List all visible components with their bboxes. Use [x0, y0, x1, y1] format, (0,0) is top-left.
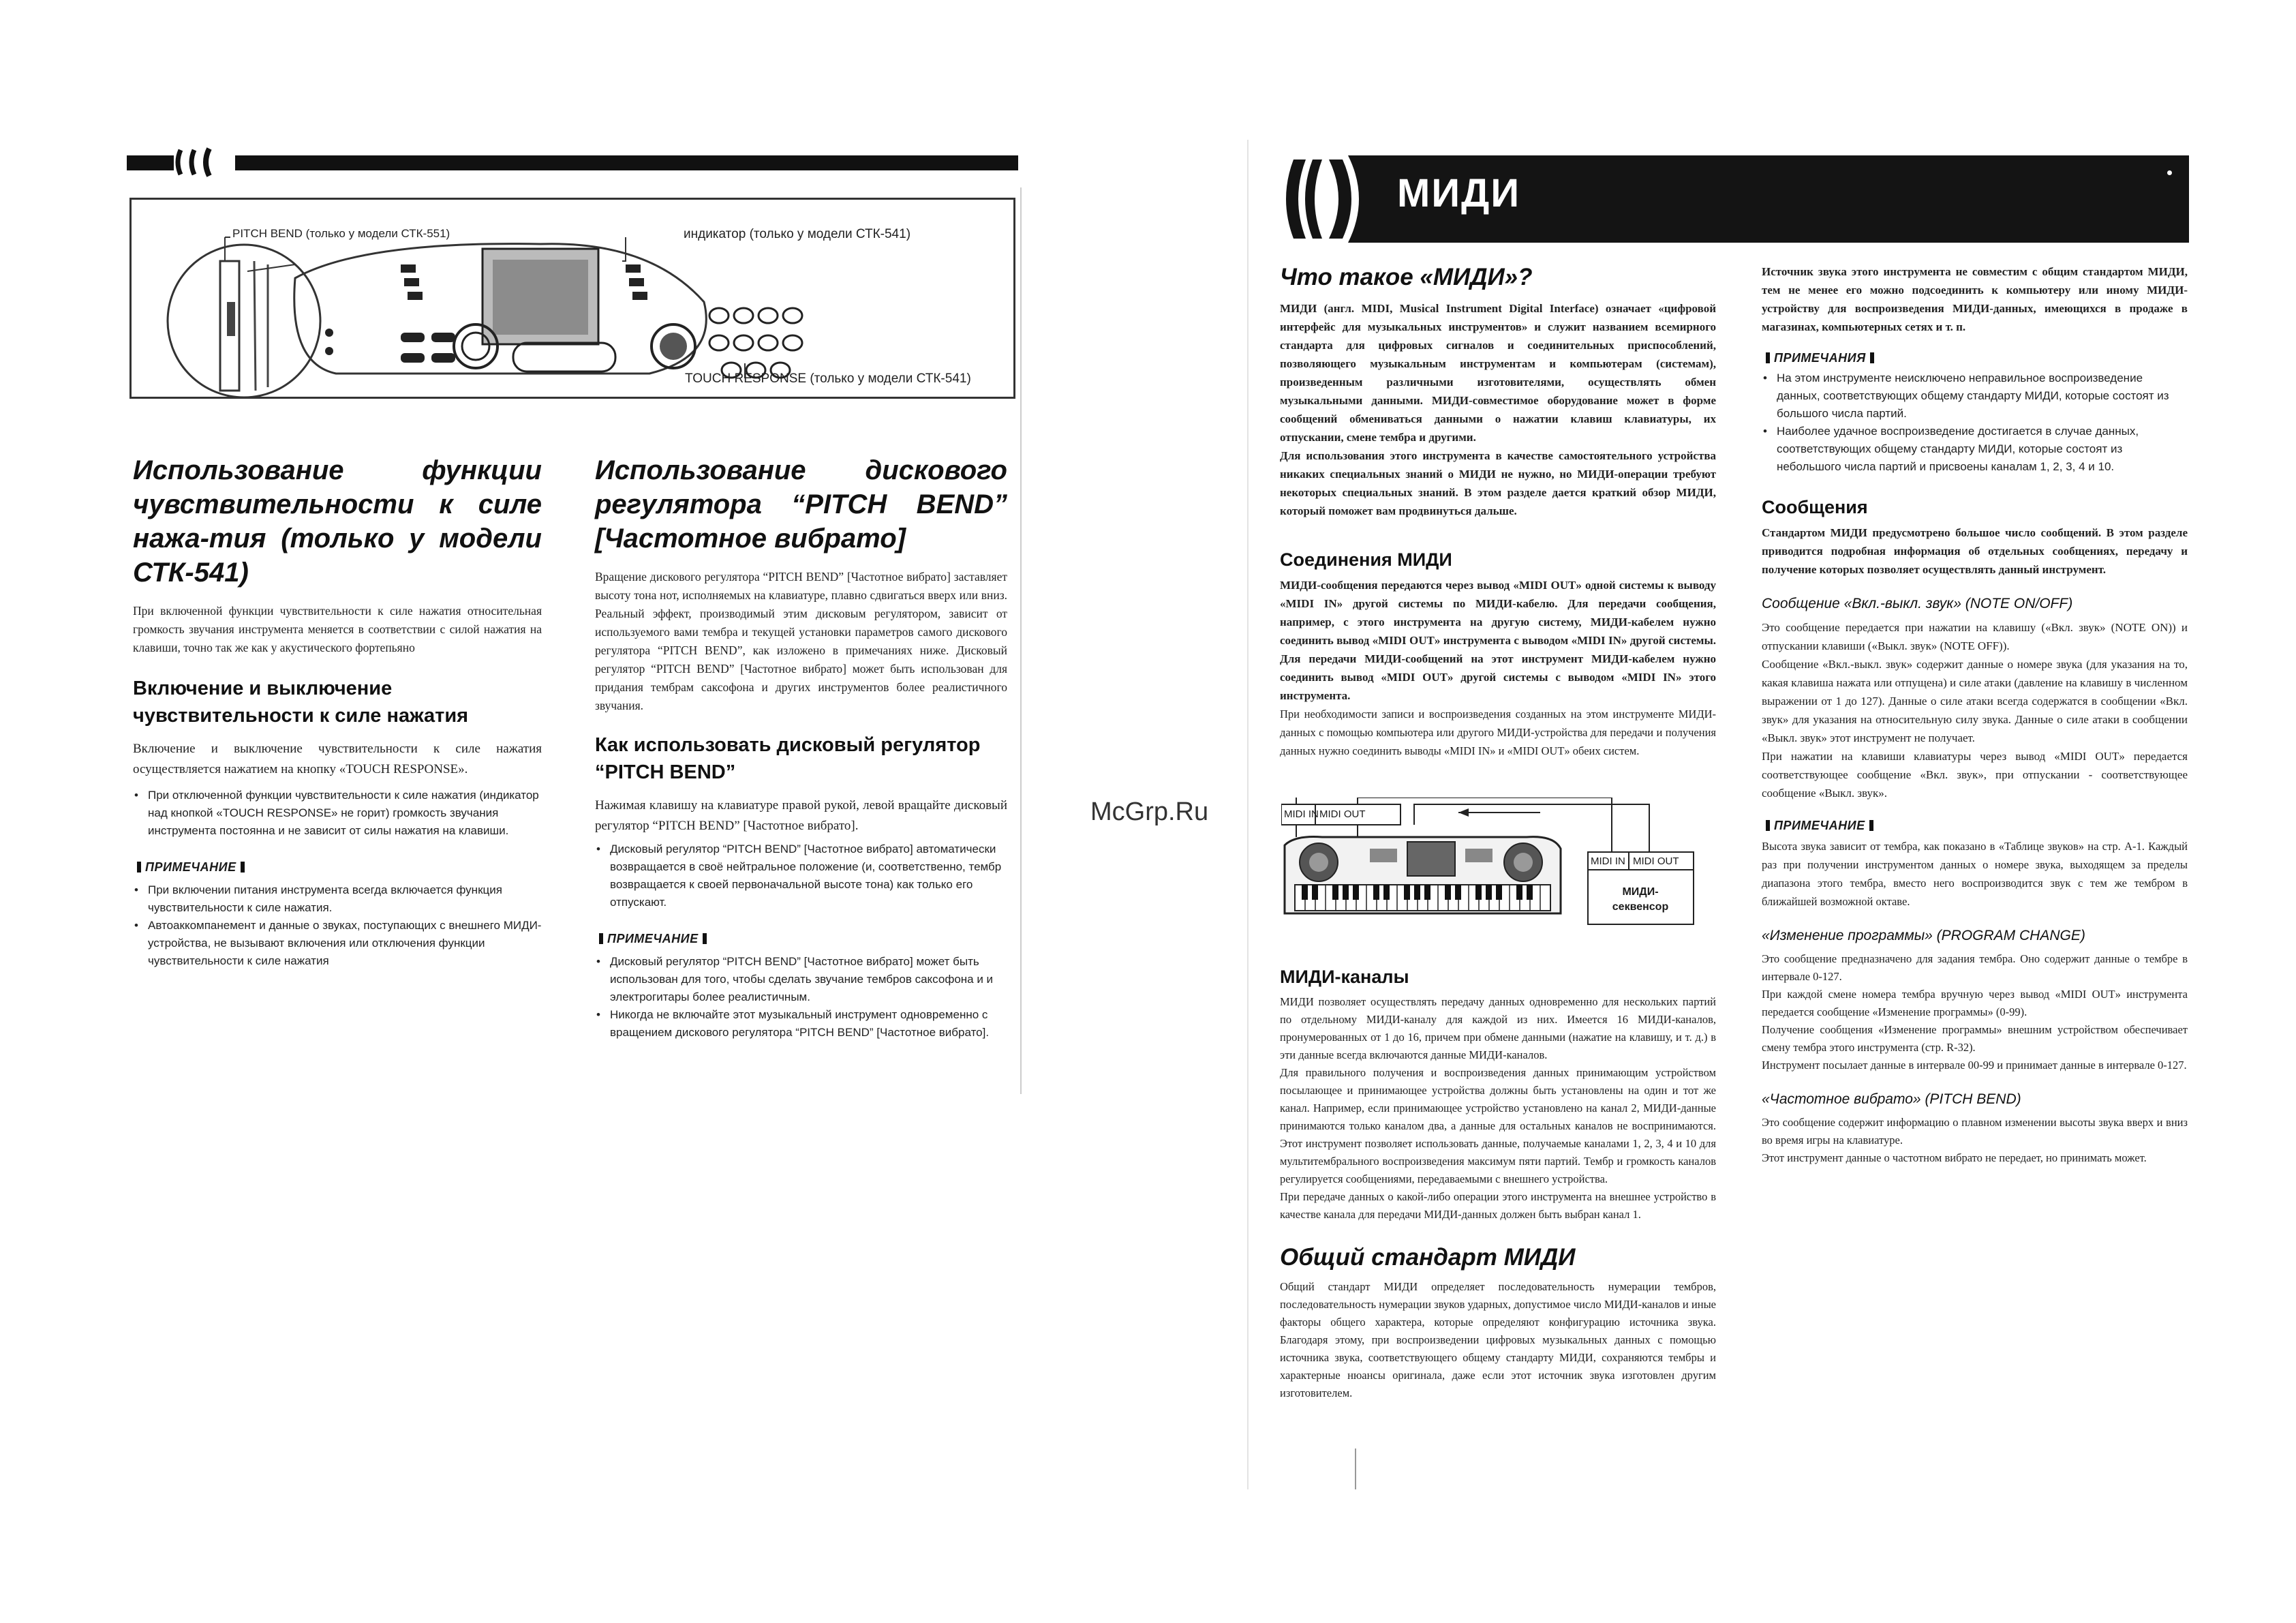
pitch-bend-note-title: ПРИМЕЧАНИЕ — [595, 932, 1007, 946]
midi-channels-title: МИДИ-каналы — [1280, 967, 1409, 987]
midi-connections-title: Соединения МИДИ — [1280, 549, 1452, 570]
header-dot — [2167, 170, 2172, 175]
program-change-text-3: Получение сообщения «Изменение программы» внешним устройством обеспечивает смену тембра этого инструмента (стр. R-32). — [1762, 1023, 2188, 1054]
midi-header-title: МИДИ — [1397, 171, 1521, 215]
midi-connection-diagram — [1281, 798, 1717, 934]
general-midi-text: Общий стандарт МИДИ определяет последовательность нумерации тембров, последовательность нумерации звуков ударных, допустимое число МИДИ-каналов и иные факторы общего характера, которые определяют конфигурацию источника звука. Благодаря этому, при воспроизведении цифровых музыкальных данных с помощью источника звука, соответствующего общему стандарту МИДИ, сохраняются тембры и характерные нюансы оригинала, даже если этот источник звука изготовлен другим изготовителем. — [1280, 1280, 1716, 1399]
right-column-1-lower — [1280, 965, 1716, 1402]
left-column-2 — [595, 453, 1007, 1042]
touch-toggle-subtitle: Включение и выключение чувствительности к силе нажатия — [133, 678, 469, 727]
pitch-bend-usage-subtitle: Как использовать дисковый регулятор “PITCH BEND” — [595, 734, 981, 783]
gm-note-2: • Наиболее удачное воспроизведение достигается в случае данных, соответствующих общему стандарту МИДИ, которые состоят из небольшого числа партий и присвоены каналам 1, 2, 3, 4 и 10. — [1762, 423, 2188, 476]
indicator-label: индикатор (только у модели СТК-541) — [684, 227, 911, 241]
midi-connections-text-2: При необходимости записи и воспроизведения созданных на этом инструменте МИДИ-данных с помощью компьютера или другого МИДИ-устройства для передачи и получения данных нужно соединить выводы «MIDI IN» и «MIDI OUT» обеих систем. — [1280, 708, 1716, 757]
touch-note-2: • Автоаккомпанемент и данные о звуках, поступающих с внешнего МИДИ-устройства, не вызывают включения или отключения функции чувствительности к силе нажатия — [133, 917, 542, 970]
pitch-bend-message-text-2: Этот инструмент данные о частотном вибрато не передает, но принимать может. — [1762, 1151, 2147, 1164]
what-is-midi-text: МИДИ (англ. MIDI, Musical Instrument Digital Interface) означает «цифровой интерфейс для музыкальных инструментов» и служит названием всемирного стандарта для цифровых сигналов и соединительных приспособлений, позволяющего музыкальным инструментам и компьютерам (системам), произведенным различными изготовителями, осуществлять обмен музыкальными данными. МИДИ-совместимое оборудование может в форме сообщений обмениваться данными о нажатии клавиш клавиатуры, их отпускании, смене тембра и другими. — [1280, 302, 1716, 444]
left-header-bar-notch — [174, 146, 235, 179]
touch-response-title: Использование функции чувствительности к силе нажа-тия (только у модели СТК-541) — [133, 455, 542, 588]
pitch-bend-note-2: • Никогда не включайте этот музыкальный инструмент одновременно с вращением дискового регулятора “PITCH BEND” [Частотное вибрато]. — [595, 1006, 1007, 1042]
general-midi-title: Общий стандарт МИДИ — [1280, 1244, 1576, 1271]
left-column-1 — [133, 453, 542, 970]
fold-tick — [1355, 1448, 1356, 1489]
pitch-bend-message-title: «Частотное вибрато» (PITCH BEND) — [1762, 1091, 2021, 1107]
midi-channels-text-2: Для правильного получения и воспроизведения данных принимающим устройством посылающее и принимающее устройства должны быть установлены на один и тот же канал. Например, если принимающее устройство установлено на канал 2, МИДИ-данные принимаются только каналом два, а данные для остальных каналов не воспринимаются. Этот инструмент позволяет использовать данные, получаемые каналами 1, 2, 3, 4 и 10 для мультитембрального воспроизведения максимум пяти партий. Тембр и громкость каналов регулируется сообщениями, передаваемыми с внешнего устройства. — [1280, 1066, 1716, 1185]
touch-note-title: ПРИМЕЧАНИЕ — [133, 860, 542, 875]
midi-in-label-2: MIDI IN — [1591, 855, 1625, 867]
midi-channels-text: МИДИ позволяет осуществлять передачу данных одновременно для нескольких партий по отдельному МИДИ-каналу для каждой из них. Имеется 16 МИДИ-каналов, пронумерованных от 1 до 16, причем при обмене данными (нажатие на клавишу, и т. д.) в эти данные всегда включаются данные МИДИ-каналов. — [1280, 995, 1716, 1061]
note-on-off-title: Сообщение «Вкл.-выкл. звук» (NOTE ON/OFF) — [1762, 596, 2073, 611]
messages-text: Стандартом МИДИ предусмотрено большое число сообщений. В этом разделе приводится подробная информация об отдельных сообщениях, передачу и получение которых позволяет осуществлять данный инструмент. — [1762, 526, 2188, 576]
pitch-bend-usage-bullet: • Дисковый регулятор “PITCH BEND” [Частотное вибрато] автоматически возвращается в своё нейтральное положение (и, соответственно, тембр возвращается к своей первоначальной высоте тона) как только его отпускают. — [595, 840, 1007, 911]
right-column-2 — [1762, 262, 2188, 1167]
midi-out-label-1: MIDI OUT — [1319, 808, 1366, 820]
note-on-off-text-3: При нажатии на клавиши клавиатуры через вывод «MIDI OUT» передается соответствующее сообщение «Вкл. звук», при отпускании - соответствующее сообщение «Выкл. звук». — [1762, 750, 2188, 800]
touch-response-label: TOUCH RESPONSE (только у модели СТК-541) — [685, 371, 971, 386]
midi-channels-text-3: При передаче данных о какой-либо операции этого инструмента на внешнее устройство в качестве канала для передачи МИДИ-данных должен быть выбран канал 1. — [1280, 1190, 1716, 1221]
pitch-bend-intro: Вращение дискового регулятора “PITCH BEND” [Частотное вибрато] заставляет высоту тона нот, исполняемых на клавиатуре, плавно сдвигаться вверх или вниз. Реальный эффект, производимый этим дисковым регулятором, зависит от используемого вами тембра и текущей установки параметров самого дискового регулятора “PITCH BEND”, как изложено в примечаниях ниже. Дисковый регулятор “PITCH BEND” [Частотное вибрато] может быть использован для придания тембрам саксофона и других инструментов более реалистичного звучания. — [595, 570, 1007, 712]
gm-notes-title: ПРИМЕЧАНИЯ — [1762, 351, 2188, 365]
what-is-midi-title: Что такое «МИДИ»? — [1280, 264, 1533, 290]
pitch-bend-title-3: [Частотное вибрато] — [595, 524, 906, 553]
pitch-bend-message-text: Это сообщение содержит информацию о плавном изменении высоты звука вверх и вниз во время игры на клавиатуре. — [1762, 1116, 2188, 1147]
gm-note-1: • На этом инструменте неисключено неправильное воспроизведение данных, соответствующих общему стандарту МИДИ, которые состоят из большого числа партий. — [1762, 369, 2188, 423]
right-spine-line — [1247, 140, 1249, 1489]
sequencer-label: МИДИ-секвенсор — [1612, 886, 1669, 913]
pitch-bend-usage-text: Нажимая клавишу на клавиатуре правой рукой, левой вращайте дисковый регулятор “PITCH BEND” [Частотное вибрато]. — [595, 798, 1007, 833]
touch-toggle-bullet: • При отключенной функции чувствительности к силе нажатия (индикатор над кнопкой «TOUCH RESPONSE» не горит) громкость звучания инструмента постоянна и не зависит от силы нажатия на клавиши. — [133, 787, 542, 840]
pitch-bend-title-2: регулятора “PITCH BEND” — [595, 489, 1007, 519]
pitch-bend-note-1: • Дисковый регулятор “PITCH BEND” [Частотное вибрато] может быть использован для того, чтобы сделать звучание тембров саксофона и и электрогитары более реалистичным. — [595, 953, 1007, 1006]
touch-toggle-text: Включение и выключение чувствительности к силе нажатия осуществляется нажатием на кнопку «TOUCH RESPONSE». — [133, 742, 542, 776]
program-change-text-2: При каждой смене номера тембра вручную через вывод «MIDI OUT» инструмента передается сообщение «Изменение программы» (0-99). — [1762, 988, 2188, 1018]
note-range-text: Высота звука зависит от тембра, как показано в «Таблице звуков» на стр. А-1. Каждый раз при получении инструментом данных о номере звука, выходящем за пределы диапазона этого тембра, вместо него воспроизводится звук с тем же тембром в ближайшей возможной октаве. — [1762, 840, 2188, 908]
right-column-1 — [1280, 262, 1716, 760]
midi-out-label-2: MIDI OUT — [1633, 855, 1679, 867]
touch-note-1: • При включении питания инструмента всегда включается функция чувствительности к силе нажатия. — [133, 881, 542, 917]
keyboard-diagram — [129, 198, 1015, 399]
program-change-text: Это сообщение предназначено для задания тембра. Оно содержит данные о тембре в интервале 0-127. — [1762, 952, 2188, 983]
midi-header-notch — [1280, 155, 1389, 243]
note-range-title: ПРИМЕЧАНИЕ — [1762, 819, 2188, 833]
gm-compat-intro: Источник звука этого инструмента не совместим с общим стандартом МИДИ, тем не менее его можно подсоединить к компьютеру или иному МИДИ-устройству для воспроизведения МИДИ-данных, имеющихся в продаже в магазинах, компьютерных сетях и т. п. — [1762, 265, 2188, 333]
note-on-off-text-2: Сообщение «Вкл.-выкл. звук» содержит данные о номере звука (для указания на то, какая клавиша нажата или отпущена) и силе атаки (давление на клавишу в численном выражении от 1 до 127). Данные о силе атаки всегда содержатся в сообщении «Вкл. звук» для указания на относительную силу звука. Данные о силе атаки в сообщении «Выкл. звук» этот инструмент не получает. — [1762, 658, 2188, 744]
pitch-bend-title-1: Использование дискового — [595, 455, 1007, 485]
watermark: McGrp.Ru — [1090, 798, 1209, 826]
messages-title: Сообщения — [1762, 497, 1868, 517]
midi-in-label-1: MIDI IN — [1284, 808, 1319, 820]
program-change-text-4: Инструмент посылает данные в интервале 00-99 и принимает данные в интервале 0-127. — [1762, 1059, 2187, 1072]
touch-response-intro: При включенной функции чувствительности к силе нажатия относительная громкость звучания инструмента меняется в соответствии с силой нажатия на клавиши, точно так же как у акустического фортепьяно — [133, 604, 542, 654]
midi-connections-text: МИДИ-сообщения передаются через вывод «MIDI OUT» одной системы к выводу «MIDI IN» другой системы по МИДИ-кабелю. Для передачи сообщения, например, с этого инструмента на другую систему, МИДИ-кабелем нужно соединить вывод «MIDI OUT» инструмента с выводом «MIDI IN» другой системы. Для передачи МИДИ-сообщений на этот инструмент МИДИ-кабелем нужно соединить вывод «MIDI OUT» другой системы с выводом «MIDI IN» этого инструмента. — [1280, 579, 1716, 702]
left-header-bar — [127, 155, 1018, 170]
program-change-title: «Изменение программы» (PROGRAM CHANGE) — [1762, 928, 2085, 943]
pitch-bend-label: PITCH BEND (только у модели СТК-551) — [232, 227, 450, 240]
note-on-off-text: Это сообщение передается при нажатии на клавишу («Вкл. звук» (NOTE ON)) и отпускании клавиши («Выкл. звук» (NOTE OFF)). — [1762, 621, 2188, 652]
left-spine-line — [1020, 187, 1022, 1094]
what-is-midi-text-2: Для использования этого инструмента в качестве самостоятельного устройства никаких специальных знаний о МИДИ не нужно, но МИДИ-операции требуют некоторых специальных знаний. В этом разделе дается краткий обзор МИДИ, который поможет вам продвинуться дальше. — [1280, 449, 1716, 517]
